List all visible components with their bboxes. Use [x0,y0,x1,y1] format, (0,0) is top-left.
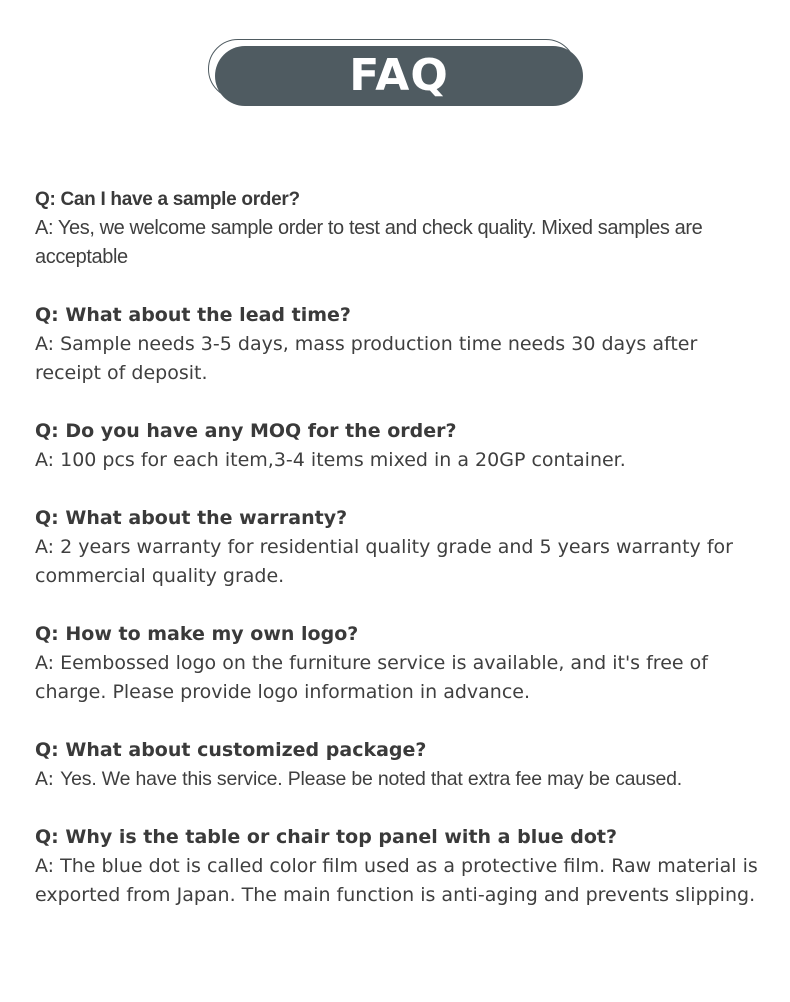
faq-header-pill [215,46,583,106]
faq-question: Q: How to make my own logo? [35,623,359,645]
faq-header [208,39,584,107]
faq-answer [35,765,765,794]
faq-question: Q: Do you have any MOQ for the order? [35,420,457,442]
faq-question: Q: Can I have a sample order? [35,189,300,210]
faq-question: Q: Why is the table or chair top panel with a blue dot? [35,826,617,848]
faq-item-logo [35,620,765,707]
faq-item-customized-package [35,736,765,794]
faq-item-sample-order [35,185,765,272]
faq-item-warranty [35,504,765,591]
faq-item-moq [35,417,765,475]
faq-answer: A: Sample needs 3-5 days, mass production time needs 30 days after receipt of deposit. [35,333,698,384]
faq-answer: A: Eembossed logo on the furniture service is available, and it's free of charge. Please provide logo information in advance. [35,652,708,703]
faq-answer: A: 100 pcs for each item,3-4 items mixed in a 20GP container. [35,449,626,471]
faq-item-lead-time [35,301,765,388]
faq-answer: A: 2 years warranty for residential quality grade and 5 years warranty for commercial quality grade. [35,536,733,587]
faq-question: Q: What about the warranty? [35,507,348,529]
faq-answer: A: The blue dot is called color film used as a protective film. Raw material is exported from Japan. The main function is anti-aging and prevents slipping. [35,855,758,906]
faq-question: Q: What about the lead time? [35,304,351,326]
faq-list [35,185,765,939]
page-title: FAQ [349,50,449,101]
faq-answer: A: Yes, we welcome sample order to test and check quality. Mixed samples are acceptable [35,217,703,268]
faq-question: Q: What about customized package? [35,739,427,761]
faq-answer-prefix: A: [35,768,61,790]
faq-answer-text: Yes. We have this service. Please be noted that extra fee may be caused. [60,768,683,790]
faq-item-blue-dot [35,823,765,910]
